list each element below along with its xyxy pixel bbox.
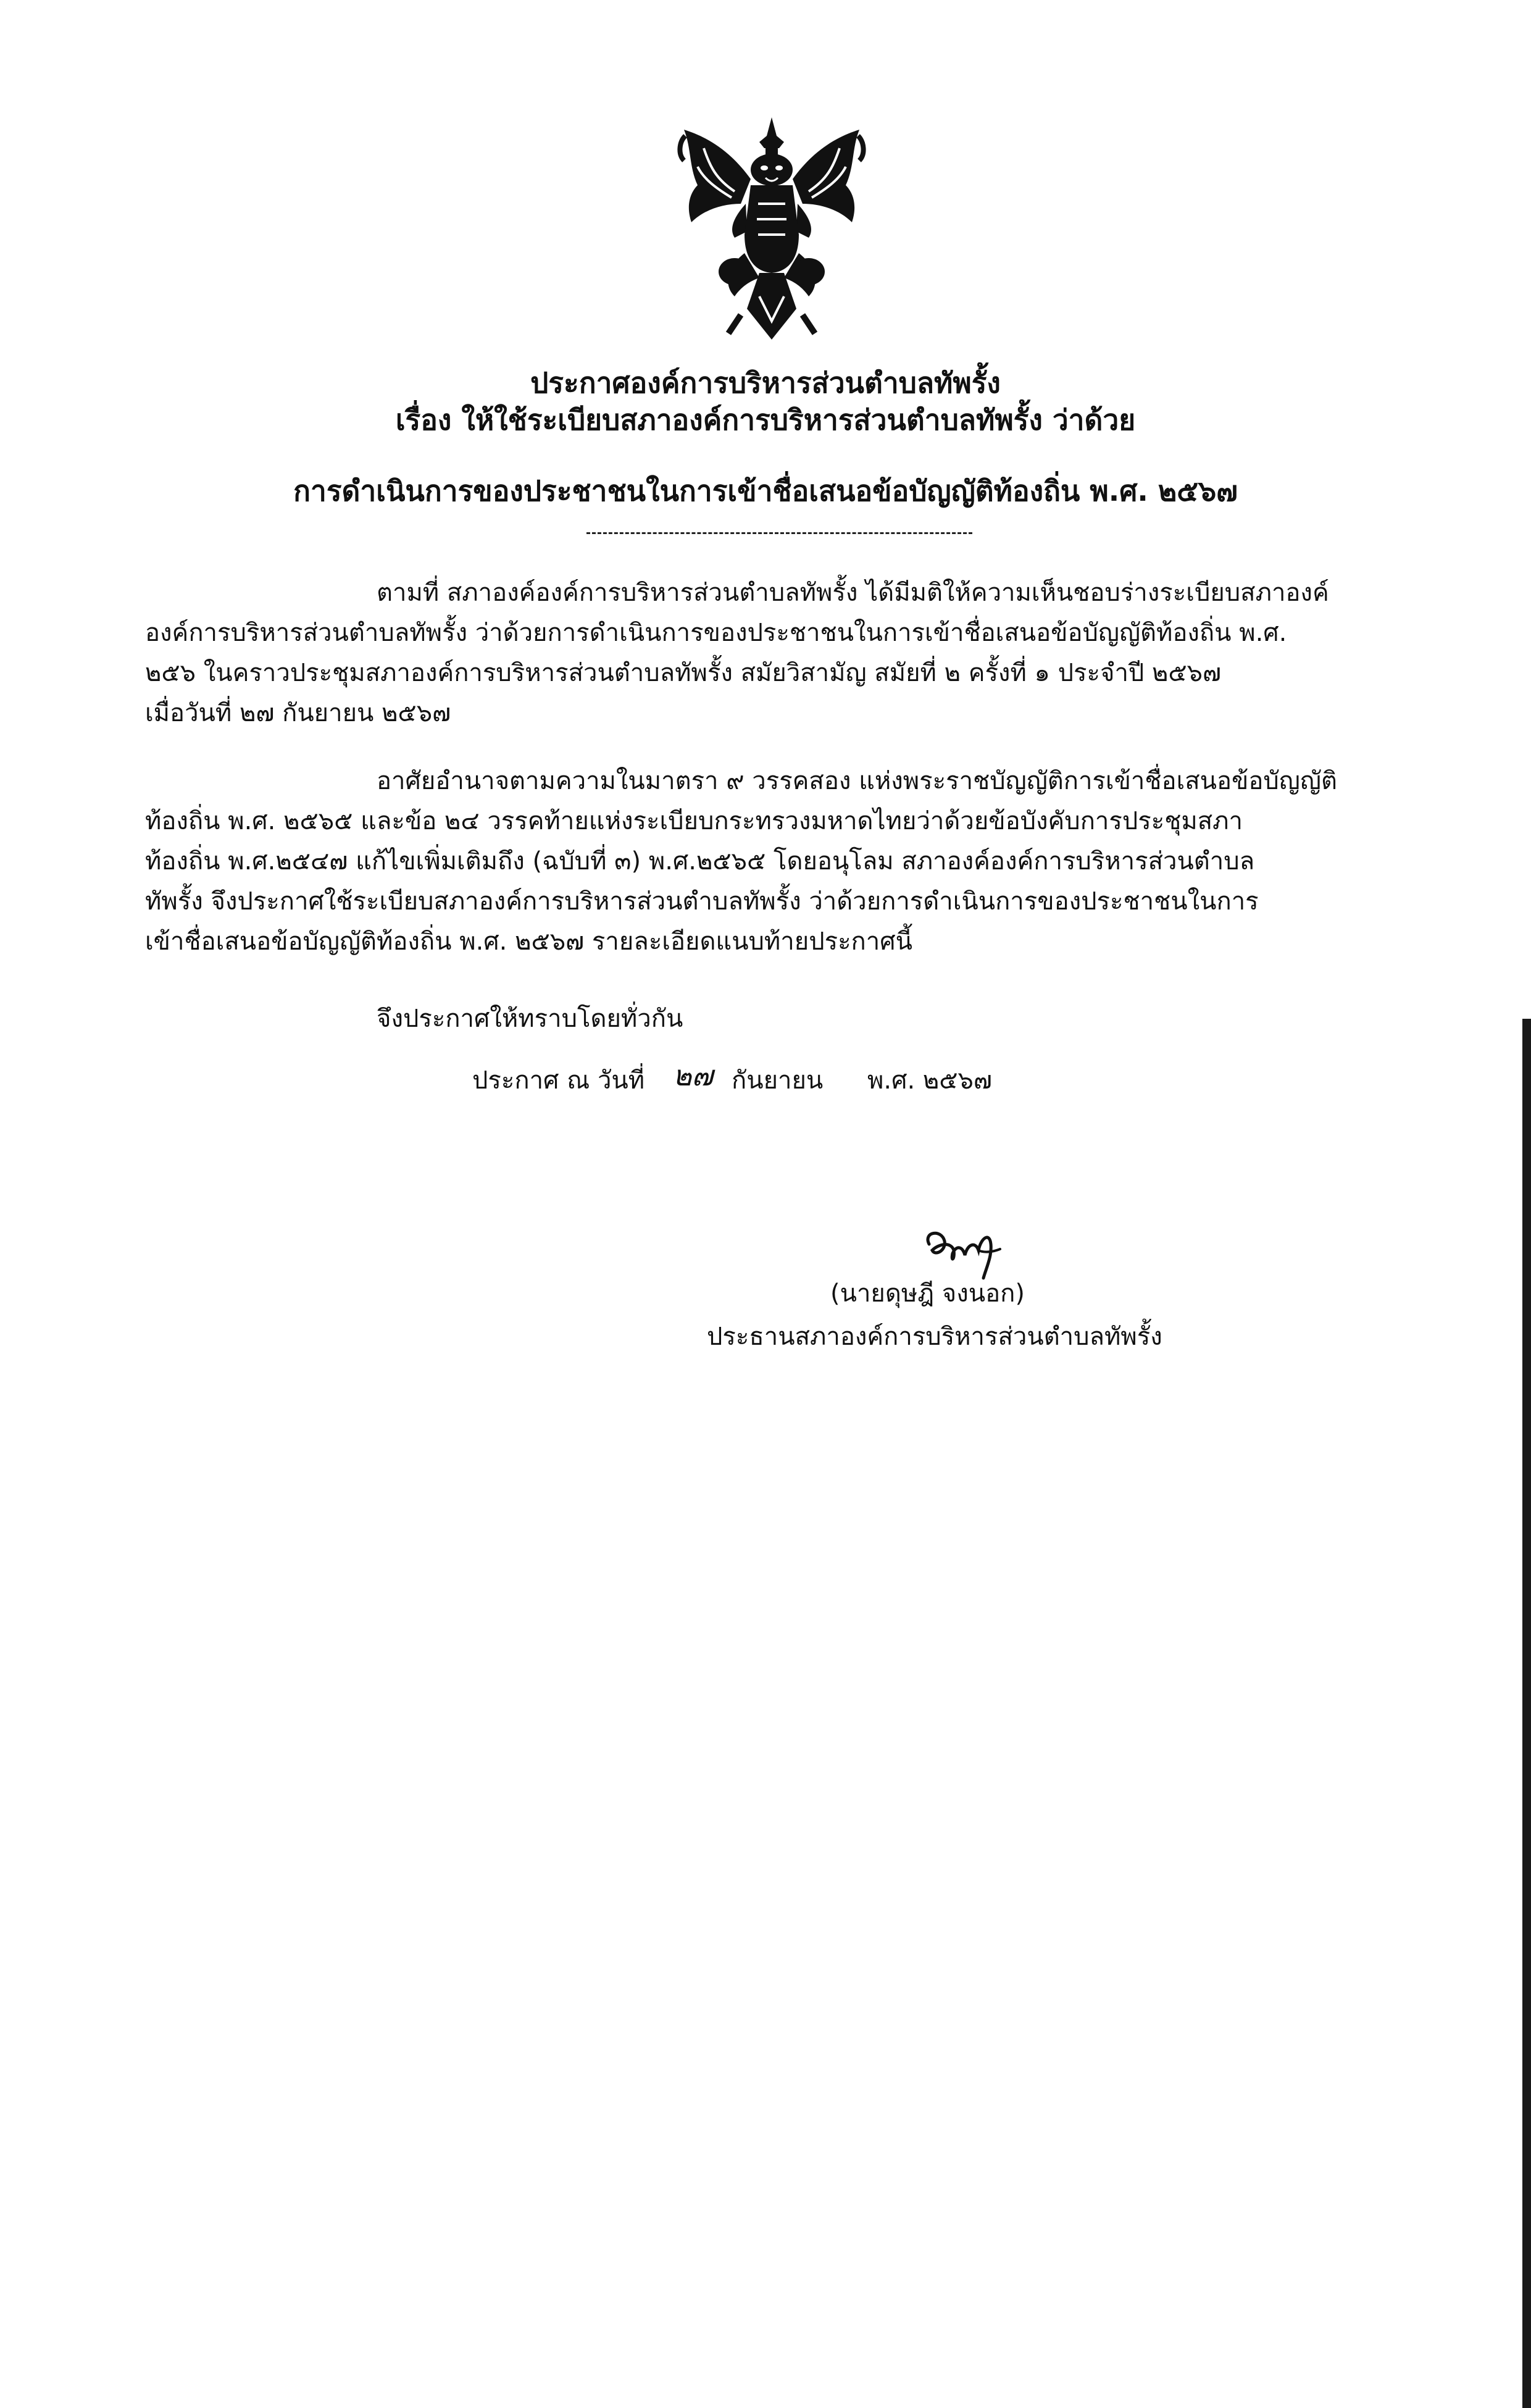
announcement-subject-continued: การดำเนินการของประชาชนในการเข้าชื่อเสนอข้อบัญญัติท้องถิ่น พ.ศ. ๒๕๖๗ bbox=[293, 474, 1238, 508]
paragraph1-line: ตามที่ สภาองค์องค์การบริหารส่วนตำบลทัพรั้ง ได้มีมติให้ความเห็นชอบร่างระเบียบสภาองค์ bbox=[377, 579, 1329, 607]
signatory-position: ประธานสภาองค์การบริหารส่วนตำบลทัพรั้ง bbox=[707, 1323, 1162, 1351]
announce-date-year: พ.ศ. ๒๕๖๗ bbox=[867, 1066, 993, 1095]
handwritten-signature bbox=[917, 1226, 1009, 1281]
scan-edge bbox=[1522, 1019, 1531, 2408]
paragraph2-line: ท้องถิ่น พ.ศ. ๒๕๖๕ และข้อ ๒๔ วรรคท้ายแห่งระเบียบกระทรวงมหาดไทยว่าด้วยข้อบังคับการประชุมสภา bbox=[145, 807, 1243, 835]
announcement-subject: เรื่อง ให้ใช้ระเบียบสภาองค์การบริหารส่วนตำบลทัพรั้ง ว่าด้วย bbox=[395, 403, 1136, 437]
closing-statement: จึงประกาศให้ทราบโดยทั่วกัน bbox=[377, 1005, 683, 1033]
announce-date-month: กันยายน bbox=[732, 1066, 824, 1095]
announce-date-prefix: ประกาศ ณ วันที่ bbox=[472, 1066, 645, 1095]
paragraph2-line: อาศัยอำนาจตามความในมาตรา ๙ วรรคสอง แห่งพระราชบัญญัติการเข้าชื่อเสนอข้อบัญญัติ bbox=[377, 767, 1337, 795]
paragraph1-line: เมื่อวันที่ ๒๗ กันยายน ๒๕๖๗ bbox=[145, 699, 451, 727]
signatory-name: (นายดุษฎี จงนอก) bbox=[830, 1279, 1025, 1308]
garuda-emblem-icon bbox=[667, 111, 877, 346]
paragraph2-line: ท้องถิ่น พ.ศ.๒๕๔๗ แก้ไขเพิ่มเติมถึง (ฉบับที่ ๓) พ.ศ.๒๕๖๕ โดยอนุโลม สภาองค์องค์การบริหารส่วนตำบล bbox=[145, 847, 1255, 876]
title-divider bbox=[586, 532, 972, 534]
announce-date-day: ๒๗ bbox=[673, 1059, 713, 1092]
paragraph2-line: ทัพรั้ง จึงประกาศใช้ระเบียบสภาองค์การบริหารส่วนตำบลทัพรั้ง ว่าด้วยการดำเนินการของประชาชนในการ bbox=[145, 887, 1259, 916]
announcement-title: ประกาศองค์การบริหารส่วนตำบลทัพรั้ง bbox=[530, 366, 1001, 399]
paragraph1-line: องค์การบริหารส่วนตำบลทัพรั้ง ว่าด้วยการดำเนินการของประชาชนในการเข้าชื่อเสนอข้อบัญญัติท้องถิ่น พ.ศ. bbox=[145, 619, 1287, 647]
paragraph2-line: เข้าชื่อเสนอข้อบัญญัติท้องถิ่น พ.ศ. ๒๕๖๗ รายละเอียดแนบท้ายประกาศนี้ bbox=[145, 927, 912, 956]
paragraph1-line: ๒๕๖ ในคราวประชุมสภาองค์การบริหารส่วนตำบลทัพรั้ง สมัยวิสามัญ สมัยที่ ๒ ครั้งที่ ๑ ประจำปี ๒๕๖๗ bbox=[145, 659, 1222, 687]
